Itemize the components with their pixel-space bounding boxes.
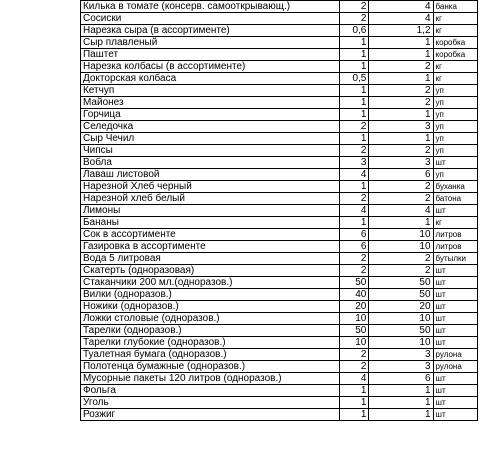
- row-margin-cell[interactable]: [0, 1, 80, 13]
- item-qty-cell[interactable]: 2: [340, 145, 369, 157]
- row-trailing-cell[interactable]: [478, 73, 482, 85]
- row-margin-cell[interactable]: [0, 49, 80, 61]
- table-row: [0, 109, 482, 121]
- item-total-cell[interactable]: 1: [369, 385, 433, 397]
- item-unit-cell[interactable]: шт: [433, 289, 477, 301]
- row-trailing-cell[interactable]: [478, 25, 482, 37]
- item-total-cell[interactable]: 1: [369, 109, 433, 121]
- item-unit-cell[interactable]: уп: [433, 133, 477, 145]
- item-qty-cell[interactable]: 50: [340, 277, 369, 289]
- table-row: [0, 337, 482, 349]
- item-unit-cell[interactable]: шт: [433, 205, 477, 217]
- row-margin-cell[interactable]: [0, 253, 80, 265]
- item-total-cell[interactable]: 10: [369, 241, 433, 253]
- item-name-cell[interactable]: Лаваш листовой: [80, 169, 339, 181]
- row-margin-cell[interactable]: [0, 397, 80, 409]
- row-trailing-cell[interactable]: [478, 289, 482, 301]
- row-trailing-cell[interactable]: [478, 13, 482, 25]
- row-trailing-cell[interactable]: [478, 265, 482, 277]
- item-unit-cell[interactable]: шт: [433, 265, 477, 277]
- item-unit-cell[interactable]: шт: [433, 325, 477, 337]
- item-unit-cell[interactable]: рулона: [433, 361, 477, 373]
- item-total-cell[interactable]: 1: [369, 397, 433, 409]
- row-margin-cell[interactable]: [0, 349, 80, 361]
- item-unit-cell[interactable]: кг: [433, 25, 477, 37]
- row-margin-cell[interactable]: [0, 181, 80, 193]
- row-trailing-cell[interactable]: [478, 157, 482, 169]
- item-name-cell[interactable]: Стаканчики 200 мл.(одноразов.): [80, 277, 339, 289]
- table-row: [0, 169, 482, 181]
- item-name-cell[interactable]: Чипсы: [80, 145, 339, 157]
- item-name-cell[interactable]: Селедочка: [80, 121, 339, 133]
- item-qty-cell[interactable]: 0,6: [340, 25, 369, 37]
- item-name-cell[interactable]: Тарелки глубокие (одноразов.): [80, 337, 339, 349]
- item-qty-cell[interactable]: 1: [340, 397, 369, 409]
- row-margin-cell[interactable]: [0, 25, 80, 37]
- item-unit-cell[interactable]: шт: [433, 157, 477, 169]
- item-unit-cell[interactable]: бутылки: [433, 253, 477, 265]
- row-trailing-cell[interactable]: [478, 397, 482, 409]
- item-total-cell[interactable]: 10: [369, 337, 433, 349]
- item-name-cell[interactable]: Сосиски: [80, 13, 339, 25]
- item-qty-cell[interactable]: 1: [340, 133, 369, 145]
- table-row: [0, 361, 482, 373]
- table-row: [0, 1, 482, 13]
- item-qty-cell[interactable]: 1: [340, 181, 369, 193]
- item-name-cell[interactable]: Уголь: [80, 397, 339, 409]
- row-margin-cell[interactable]: [0, 289, 80, 301]
- item-name-cell[interactable]: Сыр плавленый: [80, 37, 339, 49]
- item-unit-cell[interactable]: шт: [433, 385, 477, 397]
- row-margin-cell[interactable]: [0, 193, 80, 205]
- row-trailing-cell[interactable]: [478, 373, 482, 385]
- item-total-cell[interactable]: 4: [369, 13, 433, 25]
- row-trailing-cell[interactable]: [478, 181, 482, 193]
- row-trailing-cell[interactable]: [478, 385, 482, 397]
- item-name-cell[interactable]: Докторская колбаса: [80, 73, 339, 85]
- table-row: [0, 217, 482, 229]
- table-row: [0, 25, 482, 37]
- table-row: [0, 397, 482, 409]
- row-margin-cell[interactable]: [0, 37, 80, 49]
- table-row: [0, 253, 482, 265]
- table-row: [0, 301, 482, 313]
- item-name-cell[interactable]: Нарезка колбасы (в ассортименте): [80, 61, 339, 73]
- row-trailing-cell[interactable]: [478, 337, 482, 349]
- row-trailing-cell[interactable]: [478, 97, 482, 109]
- item-unit-cell[interactable]: шт: [433, 373, 477, 385]
- item-qty-cell[interactable]: 1: [340, 49, 369, 61]
- row-margin-cell[interactable]: [0, 109, 80, 121]
- row-trailing-cell[interactable]: [478, 193, 482, 205]
- item-total-cell[interactable]: 2: [369, 193, 433, 205]
- item-qty-cell[interactable]: 2: [340, 121, 369, 133]
- shopping-list-body: [0, 1, 482, 421]
- table-row: [0, 277, 482, 289]
- item-total-cell[interactable]: 50: [369, 289, 433, 301]
- item-name-cell[interactable]: Нарезка сыра (в ассортименте): [80, 25, 339, 37]
- table-row: [0, 349, 482, 361]
- item-unit-cell[interactable]: банка: [433, 1, 477, 13]
- row-trailing-cell[interactable]: [478, 349, 482, 361]
- item-name-cell[interactable]: Лимоны: [80, 205, 339, 217]
- item-unit-cell[interactable]: коробка: [433, 37, 477, 49]
- item-total-cell[interactable]: 4: [369, 1, 433, 13]
- item-name-cell[interactable]: Паштет: [80, 49, 339, 61]
- row-trailing-cell[interactable]: [478, 109, 482, 121]
- item-name-cell[interactable]: Мусорные пакеты 120 литров (одноразов.): [80, 373, 339, 385]
- item-total-cell[interactable]: 1: [369, 409, 433, 421]
- table-row: [0, 313, 482, 325]
- row-trailing-cell[interactable]: [478, 217, 482, 229]
- table-row: [0, 205, 482, 217]
- row-trailing-cell[interactable]: [478, 229, 482, 241]
- item-unit-cell[interactable]: литров: [433, 241, 477, 253]
- item-unit-cell[interactable]: уп: [433, 169, 477, 181]
- table-row: [0, 229, 482, 241]
- item-total-cell[interactable]: 50: [369, 325, 433, 337]
- item-total-cell[interactable]: 4: [369, 205, 433, 217]
- item-unit-cell[interactable]: шт: [433, 301, 477, 313]
- item-qty-cell[interactable]: 10: [340, 313, 369, 325]
- item-total-cell[interactable]: 20: [369, 301, 433, 313]
- item-total-cell[interactable]: 3: [369, 361, 433, 373]
- item-qty-cell[interactable]: 1: [340, 37, 369, 49]
- table-row: [0, 121, 482, 133]
- item-unit-cell[interactable]: коробка: [433, 49, 477, 61]
- item-name-cell[interactable]: Фольга: [80, 385, 339, 397]
- item-name-cell[interactable]: Горчица: [80, 109, 339, 121]
- item-total-cell[interactable]: 10: [369, 229, 433, 241]
- item-qty-cell[interactable]: 2: [340, 265, 369, 277]
- table-row: [0, 145, 482, 157]
- item-name-cell[interactable]: Сок в ассортименте: [80, 229, 339, 241]
- item-total-cell[interactable]: 50: [369, 277, 433, 289]
- row-margin-cell[interactable]: [0, 133, 80, 145]
- item-qty-cell[interactable]: 1: [340, 97, 369, 109]
- row-margin-cell[interactable]: [0, 373, 80, 385]
- row-margin-cell[interactable]: [0, 97, 80, 109]
- item-name-cell[interactable]: Майонез: [80, 97, 339, 109]
- row-margin-cell[interactable]: [0, 169, 80, 181]
- item-total-cell[interactable]: 3: [369, 157, 433, 169]
- table-row: [0, 241, 482, 253]
- item-total-cell[interactable]: 2: [369, 85, 433, 97]
- row-margin-cell[interactable]: [0, 265, 80, 277]
- item-name-cell[interactable]: Розжиг: [80, 409, 339, 421]
- item-unit-cell[interactable]: шт: [433, 409, 477, 421]
- item-name-cell[interactable]: Вилки (одноразов.): [80, 289, 339, 301]
- row-margin-cell[interactable]: [0, 61, 80, 73]
- item-qty-cell[interactable]: 2: [340, 193, 369, 205]
- item-total-cell[interactable]: 10: [369, 313, 433, 325]
- row-margin-cell[interactable]: [0, 145, 80, 157]
- item-name-cell[interactable]: Бананы: [80, 217, 339, 229]
- item-qty-cell[interactable]: 1: [340, 61, 369, 73]
- item-name-cell[interactable]: Ложки столовые (одноразов.): [80, 313, 339, 325]
- row-trailing-cell[interactable]: [478, 241, 482, 253]
- item-qty-cell[interactable]: 4: [340, 373, 369, 385]
- row-trailing-cell[interactable]: [478, 121, 482, 133]
- item-name-cell[interactable]: Кетчуп: [80, 85, 339, 97]
- table-row: [0, 265, 482, 277]
- item-qty-cell[interactable]: 1: [340, 385, 369, 397]
- item-qty-cell[interactable]: 2: [340, 361, 369, 373]
- row-margin-cell[interactable]: [0, 361, 80, 373]
- item-qty-cell[interactable]: 6: [340, 229, 369, 241]
- row-trailing-cell[interactable]: [478, 205, 482, 217]
- table-row: [0, 157, 482, 169]
- item-total-cell[interactable]: 1: [369, 133, 433, 145]
- item-unit-cell[interactable]: батона: [433, 193, 477, 205]
- row-margin-cell[interactable]: [0, 241, 80, 253]
- item-total-cell[interactable]: 1: [369, 217, 433, 229]
- row-margin-cell[interactable]: [0, 301, 80, 313]
- item-unit-cell[interactable]: шт: [433, 397, 477, 409]
- item-unit-cell[interactable]: шт: [433, 337, 477, 349]
- item-qty-cell[interactable]: 40: [340, 289, 369, 301]
- item-total-cell[interactable]: 6: [369, 169, 433, 181]
- item-total-cell[interactable]: 2: [369, 61, 433, 73]
- table-row: [0, 61, 482, 73]
- item-qty-cell[interactable]: 2: [340, 13, 369, 25]
- row-trailing-cell[interactable]: [478, 85, 482, 97]
- item-total-cell[interactable]: 3: [369, 121, 433, 133]
- item-qty-cell[interactable]: 3: [340, 157, 369, 169]
- row-margin-cell[interactable]: [0, 157, 80, 169]
- item-unit-cell[interactable]: шт: [433, 277, 477, 289]
- item-unit-cell[interactable]: кг: [433, 61, 477, 73]
- item-name-cell[interactable]: Килька в томате (консерв. самооткрывающ.): [80, 1, 339, 13]
- row-trailing-cell[interactable]: [478, 277, 482, 289]
- row-margin-cell[interactable]: [0, 277, 80, 289]
- item-total-cell[interactable]: 2: [369, 97, 433, 109]
- table-row: [0, 289, 482, 301]
- row-margin-cell[interactable]: [0, 121, 80, 133]
- table-row: [0, 409, 482, 421]
- item-qty-cell[interactable]: 1: [340, 85, 369, 97]
- item-qty-cell[interactable]: 10: [340, 337, 369, 349]
- row-margin-cell[interactable]: [0, 217, 80, 229]
- item-name-cell[interactable]: Сыр Чечил: [80, 133, 339, 145]
- row-trailing-cell[interactable]: [478, 145, 482, 157]
- row-trailing-cell[interactable]: [478, 325, 482, 337]
- table-row: [0, 325, 482, 337]
- item-unit-cell[interactable]: литров: [433, 229, 477, 241]
- table-row: [0, 49, 482, 61]
- table-row: [0, 133, 482, 145]
- row-trailing-cell[interactable]: [478, 133, 482, 145]
- table-row: [0, 193, 482, 205]
- table-row: [0, 13, 482, 25]
- row-trailing-cell[interactable]: [478, 361, 482, 373]
- row-margin-cell[interactable]: [0, 385, 80, 397]
- item-qty-cell[interactable]: 1: [340, 409, 369, 421]
- item-qty-cell[interactable]: 1: [340, 109, 369, 121]
- table-row: [0, 73, 482, 85]
- table-row: [0, 385, 482, 397]
- item-unit-cell[interactable]: уп: [433, 97, 477, 109]
- item-name-cell[interactable]: Туалетная бумага (одноразов.): [80, 349, 339, 361]
- item-total-cell[interactable]: 2: [369, 145, 433, 157]
- item-unit-cell[interactable]: уп: [433, 145, 477, 157]
- item-name-cell[interactable]: Нарезной Хлеб черный: [80, 181, 339, 193]
- row-trailing-cell[interactable]: [478, 61, 482, 73]
- item-unit-cell[interactable]: уп: [433, 85, 477, 97]
- item-total-cell[interactable]: 6: [369, 373, 433, 385]
- item-qty-cell[interactable]: 4: [340, 205, 369, 217]
- row-trailing-cell[interactable]: [478, 313, 482, 325]
- item-qty-cell[interactable]: 1: [340, 217, 369, 229]
- item-total-cell[interactable]: 1: [369, 37, 433, 49]
- table-row: [0, 373, 482, 385]
- row-margin-cell[interactable]: [0, 229, 80, 241]
- item-name-cell[interactable]: Ножики (одноразов.): [80, 301, 339, 313]
- row-margin-cell[interactable]: [0, 313, 80, 325]
- item-qty-cell[interactable]: 20: [340, 301, 369, 313]
- row-margin-cell[interactable]: [0, 325, 80, 337]
- row-margin-cell[interactable]: [0, 337, 80, 349]
- row-trailing-cell[interactable]: [478, 253, 482, 265]
- item-qty-cell[interactable]: 0,5: [340, 73, 369, 85]
- item-total-cell[interactable]: 1: [369, 73, 433, 85]
- item-total-cell[interactable]: 1: [369, 49, 433, 61]
- item-unit-cell[interactable]: буханка: [433, 181, 477, 193]
- row-margin-cell[interactable]: [0, 409, 80, 421]
- row-trailing-cell[interactable]: [478, 37, 482, 49]
- item-unit-cell[interactable]: шт: [433, 313, 477, 325]
- row-trailing-cell[interactable]: [478, 169, 482, 181]
- table-row: [0, 181, 482, 193]
- item-total-cell[interactable]: 2: [369, 181, 433, 193]
- row-margin-cell[interactable]: [0, 85, 80, 97]
- item-qty-cell[interactable]: 2: [340, 349, 369, 361]
- item-name-cell[interactable]: Нарезной хлеб белый: [80, 193, 339, 205]
- item-qty-cell[interactable]: 4: [340, 169, 369, 181]
- item-name-cell[interactable]: Полотенца бумажные (одноразов.): [80, 361, 339, 373]
- row-trailing-cell[interactable]: [478, 301, 482, 313]
- item-total-cell[interactable]: 2: [369, 265, 433, 277]
- item-unit-cell[interactable]: кг: [433, 217, 477, 229]
- row-trailing-cell[interactable]: [478, 49, 482, 61]
- row-margin-cell[interactable]: [0, 205, 80, 217]
- item-unit-cell[interactable]: уп: [433, 109, 477, 121]
- item-name-cell[interactable]: Газировка в ассортименте: [80, 241, 339, 253]
- item-name-cell[interactable]: Вода 5 литровая: [80, 253, 339, 265]
- table-row: [0, 85, 482, 97]
- table-row: [0, 37, 482, 49]
- item-qty-cell[interactable]: 50: [340, 325, 369, 337]
- table-row: [0, 97, 482, 109]
- item-total-cell[interactable]: 1,2: [369, 25, 433, 37]
- item-unit-cell[interactable]: кг: [433, 13, 477, 25]
- item-unit-cell[interactable]: рулона: [433, 349, 477, 361]
- item-total-cell[interactable]: 2: [369, 253, 433, 265]
- item-qty-cell[interactable]: 6: [340, 241, 369, 253]
- item-total-cell[interactable]: 3: [369, 349, 433, 361]
- row-margin-cell[interactable]: [0, 13, 80, 25]
- row-margin-cell[interactable]: [0, 73, 80, 85]
- row-trailing-cell[interactable]: [478, 409, 482, 421]
- item-unit-cell[interactable]: уп: [433, 121, 477, 133]
- item-unit-cell[interactable]: кг: [433, 73, 477, 85]
- row-trailing-cell[interactable]: [478, 1, 482, 13]
- item-qty-cell[interactable]: 2: [340, 1, 369, 13]
- item-qty-cell[interactable]: 2: [340, 253, 369, 265]
- item-name-cell[interactable]: Вобла: [80, 157, 339, 169]
- item-name-cell[interactable]: Скатерть (одноразовая): [80, 265, 339, 277]
- item-name-cell[interactable]: Тарелки (одноразов.): [80, 325, 339, 337]
